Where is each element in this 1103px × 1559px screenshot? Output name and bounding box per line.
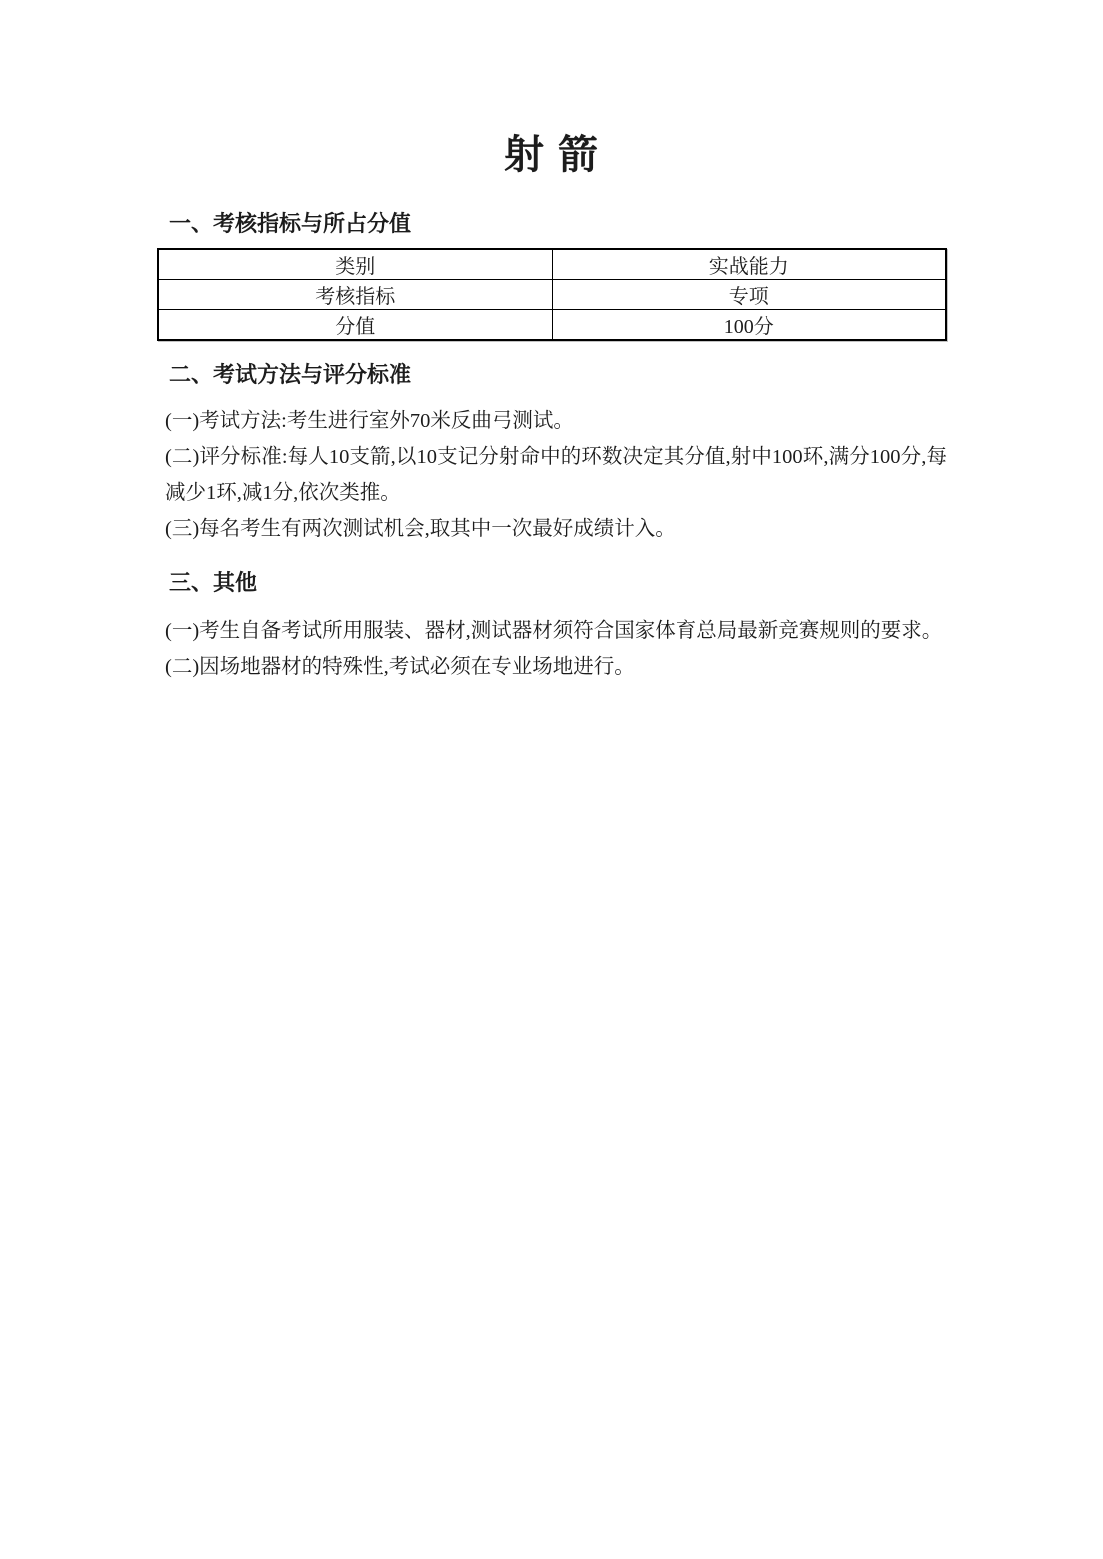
paragraph: (一)考生自备考试所用服装、器材,测试器材须符合国家体育总局最新竞赛规则的要求。: [165, 620, 943, 642]
table-row: [158, 310, 946, 341]
section-3-heading: 三、其他: [169, 570, 258, 595]
paragraph: (二)因场地器材的特殊性,考试必须在专业场地进行。: [165, 656, 635, 678]
paragraph: (一)考试方法:考生进行室外70米反曲弓测试。: [165, 410, 574, 432]
document-content: [157, 0, 947, 685]
paragraph: (二)评分标准:每人10支箭,以10支记分射命中的环数决定其分值,射中100环,满分100分,每减少1环,减1分,依次类推。: [165, 446, 947, 504]
section-1-heading: 一、考核指标与所占分值: [169, 211, 412, 236]
score-table: [157, 248, 947, 341]
row-value-cell: 实战能力: [552, 249, 946, 280]
row-value-cell: 100分: [552, 310, 946, 341]
section-2-heading: 二、考试方法与评分标准: [169, 362, 412, 387]
row-label-cell: 分值: [158, 310, 552, 341]
table-row: [158, 280, 946, 310]
row-label-cell: 类别: [158, 249, 552, 280]
section-3-body: [165, 613, 947, 685]
row-value-cell: 专项: [552, 280, 946, 310]
table-row: [158, 249, 946, 280]
paragraph: (三)每名考生有两次测试机会,取其中一次最好成绩计入。: [165, 518, 676, 540]
row-label-cell: 考核指标: [158, 280, 552, 310]
section-2-body: [165, 403, 947, 547]
page-title: 射 箭: [504, 132, 600, 177]
